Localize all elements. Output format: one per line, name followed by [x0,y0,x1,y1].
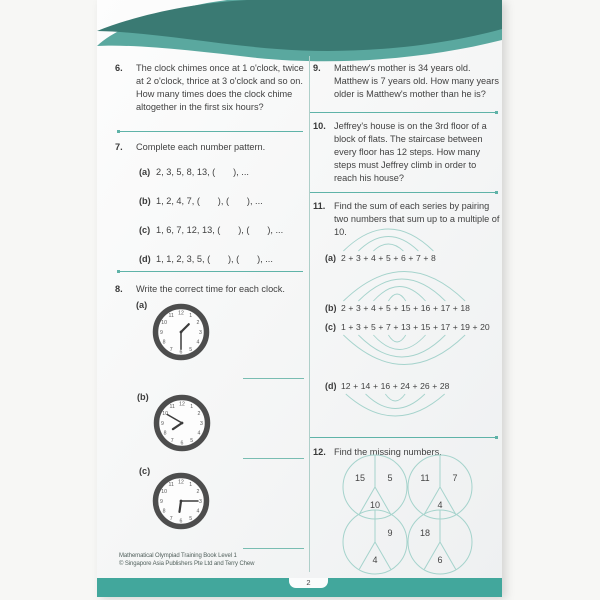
pattern-text: 1, 6, 7, 12, 13, ( ), ( ), ... [156,225,284,235]
series-expression: 2 + 3 + 4 + 5 + 6 + 7 + 8 [341,253,436,263]
question-text: Find the missing numbers. [334,447,442,457]
series-expression: 1 + 3 + 5 + 7 + 13 + 15 + 17 + 19 + 20 [341,322,490,332]
svg-text:10: 10 [162,411,169,418]
svg-text:5: 5 [189,515,193,522]
svg-text:10: 10 [369,500,381,510]
svg-text:9: 9 [160,498,163,505]
separator-line [310,112,498,113]
svg-text:1: 1 [190,404,194,411]
pattern-item-d [139,253,273,265]
item-label: (c) [325,322,336,332]
footer-imprint [119,553,254,568]
svg-text:1: 1 [189,313,193,320]
question-8 [115,283,305,296]
svg-text:4: 4 [437,500,443,510]
question-number: 12. [313,447,326,457]
number-circle-3 [341,508,409,576]
pattern-text: 2, 3, 5, 8, 13, ( ), ... [156,167,249,177]
svg-text:9: 9 [160,329,163,336]
svg-text:2: 2 [196,489,200,496]
svg-text:7: 7 [452,473,458,483]
pairing-arcs [325,333,501,369]
svg-text:3: 3 [200,420,203,427]
svg-text:3: 3 [199,329,202,336]
svg-text:4: 4 [372,555,378,565]
svg-text:7: 7 [170,437,174,444]
question-7 [115,141,305,154]
question-number: 11. [313,201,326,211]
footer-copyright: © Singapore Asia Publishers Pte Ltd and Terry Chew [119,560,255,567]
pattern-text: 1, 1, 2, 3, 5, ( ), ( ), ... [156,254,273,264]
series-b [325,267,501,314]
svg-text:7: 7 [169,346,173,353]
pairing-arcs [325,217,501,253]
page-number: 2 [289,578,328,588]
separator-line [117,271,303,272]
answer-line [243,378,304,379]
question-10 [313,120,501,185]
question-number: 9. [313,63,321,73]
svg-text:15: 15 [354,473,366,483]
clock-label-c: (c) [139,466,151,476]
svg-text:5: 5 [189,346,193,353]
item-label: (a) [139,167,151,177]
question-number: 7. [115,142,123,152]
answer-line [243,458,304,459]
pattern-item-a [139,166,249,178]
item-label: (b) [139,196,151,206]
column-divider [309,56,310,572]
item-label: (b) [325,303,337,313]
pattern-text: 1, 2, 4, 7, ( ), ( ), ... [156,196,263,206]
clock-c [151,471,211,531]
svg-text:3: 3 [199,498,202,505]
question-text: Write the correct time for each clock. [136,284,285,294]
workbook-page [97,0,502,597]
svg-text:8: 8 [163,430,167,437]
clock-a [151,302,211,362]
pairing-arcs [325,267,501,303]
question-number: 10. [313,121,326,131]
series-c [325,322,501,369]
svg-text:11: 11 [168,313,174,320]
svg-text:12: 12 [178,310,184,317]
answer-line [243,548,304,549]
pattern-item-c [139,224,283,236]
pairing-arcs [325,392,501,428]
question-text: The clock chimes once at 1 o'clock, twice at 2 o'clock, thrice at 3 o'clock and so on. How many times does the clock chime altogether in the first six hours? [136,63,304,112]
svg-text:10: 10 [161,320,168,327]
svg-text:4: 4 [196,508,200,515]
svg-text:8: 8 [162,339,166,346]
question-text: Jeffrey's house is on the 3rd floor of a block of flats. The staircase between every floor has 12 steps. How many steps must Jeffrey climb in order to reach his house? [334,121,487,183]
separator-line [117,131,303,132]
item-label: (d) [325,381,337,391]
series-expression: 12 + 14 + 16 + 24 + 26 + 28 [341,381,450,391]
question-text: Complete each number pattern. [136,142,266,152]
svg-text:2: 2 [197,411,201,418]
separator-line [310,437,498,438]
svg-text:6: 6 [179,349,183,356]
number-circle-4 [406,508,474,576]
svg-text:7: 7 [169,515,173,522]
question-number: 8. [115,284,123,294]
footer-title: Mathematical Olympiad Training Book Level 1 [119,553,237,559]
svg-text:11: 11 [168,482,174,489]
question-number: 6. [115,63,123,73]
series-d [325,381,501,428]
svg-text:5: 5 [190,437,194,444]
item-label: (d) [139,254,151,264]
svg-text:9: 9 [387,528,393,538]
svg-text:12: 12 [178,479,184,486]
separator-line [310,192,498,193]
svg-text:10: 10 [161,489,168,496]
svg-text:4: 4 [197,430,201,437]
series-a [325,217,501,264]
svg-text:6: 6 [180,440,184,447]
svg-text:6: 6 [437,555,443,565]
svg-text:18: 18 [419,528,431,538]
question-9 [313,62,501,101]
svg-text:6: 6 [179,518,183,525]
question-text: Find the sum of each series by pairing two numbers that sum up to a multiple of 10. [334,201,500,237]
item-label: (c) [139,225,151,235]
svg-text:11: 11 [169,404,175,411]
svg-text:4: 4 [196,339,200,346]
series-expression: 2 + 3 + 4 + 5 + 15 + 16 + 17 + 18 [341,303,470,313]
svg-text:9: 9 [161,420,164,427]
item-label: (a) [325,253,336,263]
svg-text:5: 5 [387,473,393,483]
svg-text:12: 12 [179,401,185,408]
svg-text:2: 2 [196,320,200,327]
clock-label-a: (a) [136,300,148,310]
svg-text:8: 8 [162,508,166,515]
question-6 [115,62,305,114]
clock-b [152,393,212,453]
question-text: Matthew's mother is 34 years old. Matthew is 7 years old. How many years older is Matthew's mother than he is? [334,63,499,99]
svg-text:1: 1 [189,482,193,489]
pattern-item-b [139,195,263,207]
clock-label-b: (b) [137,392,149,402]
svg-text:11: 11 [420,473,430,483]
